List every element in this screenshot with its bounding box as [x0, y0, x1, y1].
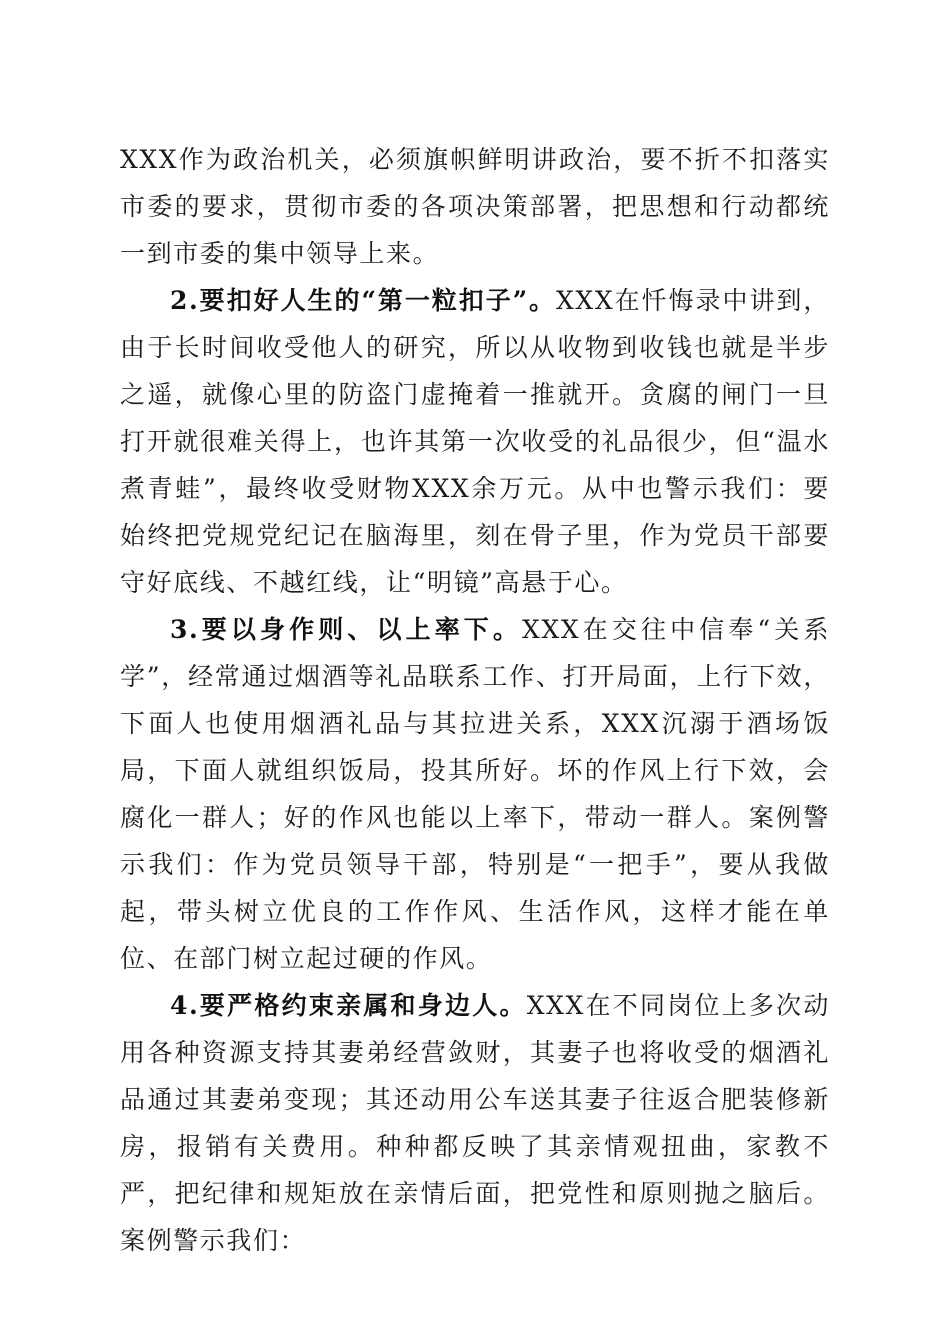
paragraph-3: [120, 606, 830, 982]
paragraph-4: [120, 982, 830, 1264]
paragraph-2-heading: 2.要扣好人生的“第一粒扣子”。: [170, 286, 557, 315]
document-body: [120, 136, 830, 1264]
paragraph-3-heading: 3.要以身作则、以上率下。: [170, 615, 523, 644]
paragraph-1: [120, 136, 830, 277]
paragraph-1-text: XXX作为政治机关，必须旗帜鲜明讲政治，要不折不扣落实市委的要求，贯彻市委的各项决策部署，把思想和行动都统一到市委的集中领导上来。: [120, 145, 830, 268]
paragraph-3-text: XXX在交往中信奉“关系学”，经常通过烟酒等礼品联系工作、打开局面，上行下效，下面人也使用烟酒礼品与其拉进关系，XXX沉溺于酒场饭局，下面人就组织饭局，投其所好。坏的作风上行下效，会腐化一群人；好的作风也能以上率下，带动一群人。案例警示我们：作为党员领导干部，特别是“一把手”，要从我做起，带头树立优良的工作作风、生活作风，这样才能在单位、在部门树立起过硬的作风。: [120, 615, 831, 973]
paragraph-2: [120, 277, 830, 606]
paragraph-4-heading: 4.要严格约束亲属和身边人。: [170, 991, 527, 1020]
paragraph-4-text: XXX在不同岗位上多次动用各种资源支持其妻弟经营敛财，其妻子也将收受的烟酒礼品通过其妻弟变现；其还动用公车送其妻子往返合肥装修新房，报销有关费用。种种都反映了其亲情观扭曲，家教不严，把纪律和规矩放在亲情后面，把党性和原则抛之脑后。案例警示我们：: [120, 991, 830, 1255]
paragraph-2-text: XXX在忏悔录中讲到，由于长时间收受他人的研究，所以从收物到收钱也就是半步之遥，就像心里的防盗门虚掩着一推就开。贪腐的闸门一旦打开就很难关得上，也许其第一次收受的礼品很少，但“温水煮青蛙”，最终收受财物XXX余万元。从中也警示我们：要始终把党规党纪记在脑海里，刻在骨子里，作为党员干部要守好底线、不越红线，让“明镜”高悬于心。: [120, 286, 830, 597]
